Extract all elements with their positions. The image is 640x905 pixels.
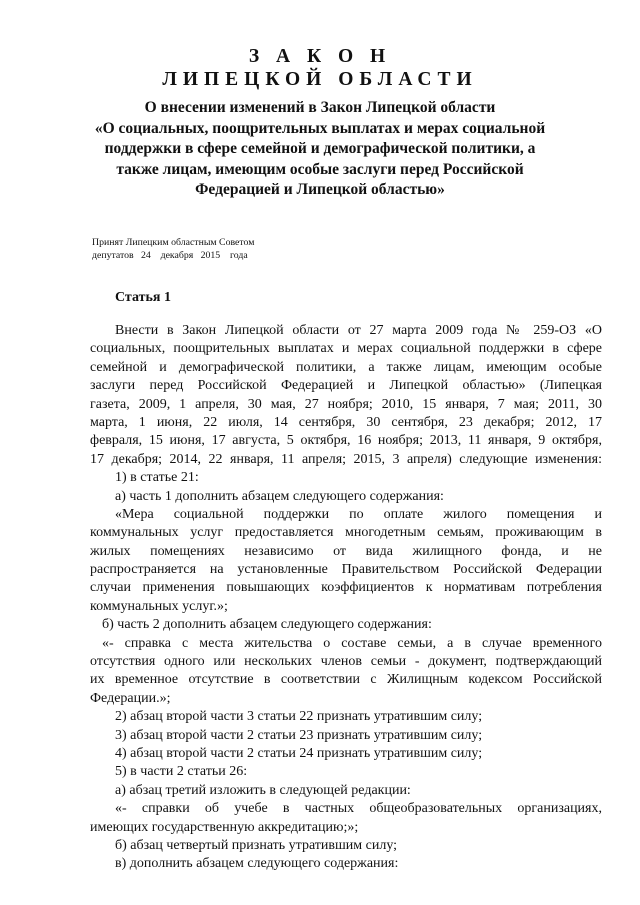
body-line: жилых помещениях независимо от вида жилищного фонда, и не (90, 543, 602, 559)
subject-line: «О социальных, поощрительных выплатах и мерах социальной (94, 119, 546, 137)
body-line: газета, 2009, 1 апреля, 30 мая, 27 ноября; 2010, 15 января, 7 мая; 2011, 30 (90, 396, 602, 412)
body-line: случаи применения повышающих коэффициентов к нормативам потребления (90, 580, 602, 596)
adoption-note-line: Принят Липецким областным Советом (92, 237, 255, 248)
body-line: их временное отсутствие в соответствии с Жилищным кодексом Российской (90, 672, 602, 688)
body-line: 4) абзац второй части 2 статьи 24 признать утратившим силу; (115, 745, 483, 761)
body-line: б) часть 2 дополнить абзацем следующего содержания: (102, 617, 432, 633)
body-line: имеющих государственную аккредитацию;»; (90, 819, 359, 835)
body-line: 5) в части 2 статьи 26: (115, 764, 248, 780)
subject-line: также лицам, имеющим особые заслуги перед Российской (116, 160, 524, 178)
body-line: распространяется на установленные Правительством Российской Федерации (90, 562, 602, 578)
body-line: «Мера социальной поддержки по оплате жилого помещения и (115, 506, 602, 522)
body-line: в) дополнить абзацем следующего содержания: (115, 856, 399, 872)
adoption-note (92, 236, 254, 262)
body-line: 3) абзац второй части 2 статьи 23 признать утратившим силу; (115, 727, 483, 743)
law-title-word: З А К О Н (248, 46, 392, 67)
body-line: 1) в статье 21: (115, 470, 199, 486)
law-title-region: ЛИПЕЦКОЙ ОБЛАСТИ (162, 69, 478, 90)
subject-line: Федерацией и Липецкой областью» (195, 181, 445, 199)
body-line: февраля, 15 июня, 17 августа, 5 октября, 16 ноября; 2013, 11 января, 9 октября, (90, 433, 602, 449)
body-line: Внести в Закон Липецкой области от 27 марта 2009 года № 259-ОЗ «О (115, 323, 602, 338)
body-line: марта, 1 июня, 22 июля, 14 сентября, 30 сентября, 23 декабря; 2012, 17 (90, 414, 602, 430)
body-line: коммунальных услуг.»; (90, 598, 228, 614)
body-line: 17 декабря; 2014, 22 января, 11 апреля; 2015, 3 апреля) следующие изменения: (90, 451, 602, 467)
law-subject (80, 98, 560, 201)
body-line: семейной и демографической политики, а также лицам, имеющим особые (90, 359, 602, 375)
body-line: отсутствия одного или нескольких членов семьи - документ, подтверждающий (90, 654, 602, 670)
subject-line: О внесении изменений в Закон Липецкой области (144, 99, 496, 116)
body-line: а) абзац третий изложить в следующей редакции: (115, 782, 411, 798)
body-line: социальных, поощрительных выплатах и мерах социальной поддержки в сфере (90, 341, 602, 357)
body-line: 2) абзац второй части 3 статьи 22 признать утратившим силу; (115, 709, 483, 725)
body-line: «- справка с места жительства о составе семьи, а в случае временного (102, 635, 602, 651)
adoption-note-line: депутатов 24 декабря 2015 года (92, 250, 248, 261)
body-line: б) абзац четвертый признать утратившим силу; (115, 837, 398, 853)
body-line: коммунальных услуг предоставляется многодетным семьям, проживающим в (90, 525, 602, 541)
article-body (90, 322, 602, 874)
article-heading: Статья 1 (115, 290, 171, 305)
body-line: Федерации.»; (90, 690, 171, 706)
subject-line: поддержки в сфере семейной и демографической политики, а (104, 140, 536, 158)
body-line: заслуги перед Российской Федерацией и Липецкой областью» (Липецкая (90, 378, 602, 394)
body-line: «- справки об учебе в частных общеобразовательных организациях, (115, 801, 602, 817)
body-line: а) часть 1 дополнить абзацем следующего содержания: (115, 488, 444, 504)
